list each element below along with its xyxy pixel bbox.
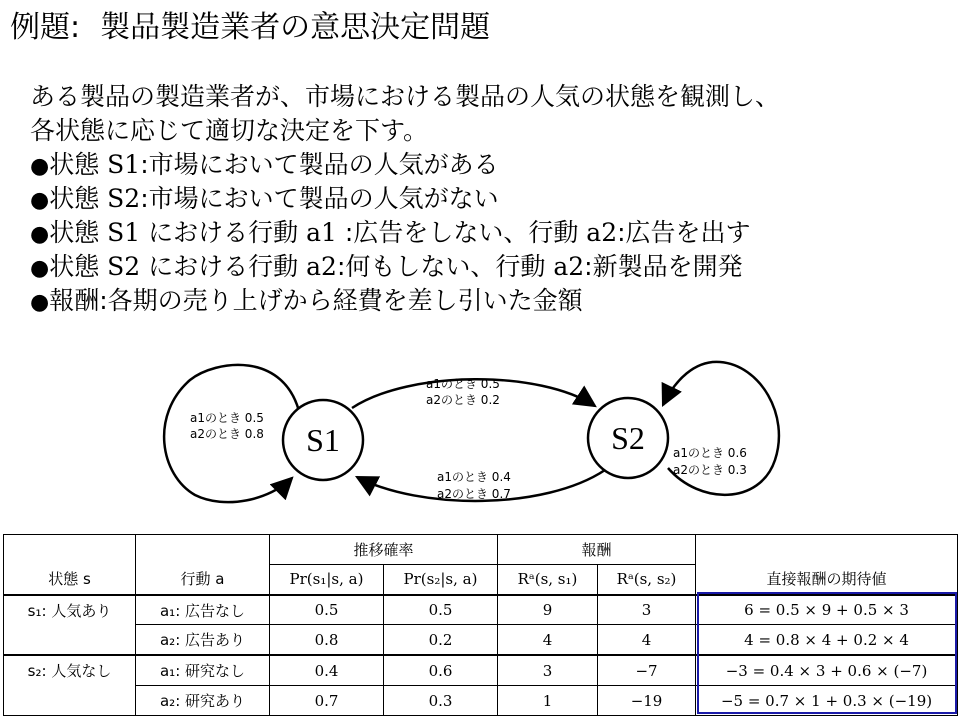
edge-label-s2-self-2: a2のとき 0.3 — [673, 463, 747, 477]
cell-r2: −19 — [598, 686, 696, 716]
header-transition: 推移確率 — [270, 535, 498, 565]
table-header-row — [4, 564, 958, 594]
edge-label-s2-self-1: a1のとき 0.6 — [673, 446, 747, 460]
bullet-dot: ● — [30, 154, 50, 179]
edge-label-s1-self-1: a1のとき 0.5 — [190, 411, 264, 425]
intro-line-2: 各状態に応じて適切な決定を下す。 — [30, 116, 429, 145]
node-s1-label: S1 — [306, 422, 340, 458]
header-action: 行動 a — [136, 564, 270, 594]
bullet-dot: ● — [30, 188, 50, 213]
edge-label-s2-s1-1: a1のとき 0.4 — [437, 470, 511, 484]
header-r1: Rᵃ(s, s₁) — [498, 564, 598, 594]
bullet-state-s2: ●状態 S2:市場において製品の人気がない — [30, 184, 499, 213]
state-transition-diagram — [0, 360, 960, 530]
header-state: 状態 s — [4, 564, 136, 594]
state-term: S2 — [107, 252, 141, 281]
action-term: a2 — [306, 252, 337, 281]
bullet-reward: ●報酬:各期の売り上げから経費を差し引いた金額 — [30, 286, 583, 315]
cell-action: a₁: 広告なし — [136, 595, 270, 625]
cell-state — [4, 686, 136, 716]
edge-label-s2-s1-2: a2のとき 0.7 — [437, 487, 511, 501]
bullet-dot: ● — [30, 290, 50, 315]
cell-p1: 0.4 — [270, 655, 384, 685]
state-term: S2 — [107, 184, 141, 213]
slide-title — [10, 8, 490, 48]
cell-r1: 4 — [498, 625, 598, 655]
table-row — [4, 595, 958, 625]
cell-p1: 0.8 — [270, 625, 384, 655]
cell-expected: 6 = 0.5 × 9 + 0.5 × 3 — [696, 595, 958, 625]
cell-r2: 4 — [598, 625, 696, 655]
cell-expected: 4 = 0.8 × 4 + 0.2 × 4 — [696, 625, 958, 655]
title-main: 製品製造業者の意思決定問題 — [100, 10, 491, 45]
header-r2: Rᵃ(s, s₂) — [598, 564, 696, 594]
bullet-dot: ● — [30, 256, 50, 281]
edge-label-s1-s2-2: a2のとき 0.2 — [426, 393, 500, 407]
cell-p1: 0.5 — [270, 595, 384, 625]
cell-p2: 0.6 — [384, 655, 498, 685]
state-term: S1 — [107, 150, 141, 179]
table-row — [4, 686, 958, 716]
bullet-actions-s2: ●状態 S2 における行動 a2:何もしない、行動 a2:新製品を開発 — [30, 252, 743, 281]
edge-label-s1-self-2: a2のとき 0.8 — [190, 427, 264, 441]
header-p2: Pr(s₂|s, a) — [384, 564, 498, 594]
action-term: a2 — [553, 252, 585, 281]
cell-r1: 9 — [498, 595, 598, 625]
bullet-state-s1: ●状態 S1:市場において製品の人気がある — [30, 150, 499, 179]
cell-action: a₁: 研究なし — [136, 655, 270, 685]
cell-p2: 0.2 — [384, 625, 498, 655]
bullet-dot: ● — [30, 222, 50, 247]
edge-label-s1-s2-1: a1のとき 0.5 — [426, 377, 500, 391]
cell-state — [4, 625, 136, 655]
cell-state: s₁: 人気あり — [4, 595, 136, 625]
action-term: a1 — [306, 218, 337, 247]
bullet-list — [30, 80, 950, 318]
cell-r2: 3 — [598, 595, 696, 625]
cell-r2: −7 — [598, 655, 696, 685]
cell-r1: 1 — [498, 686, 598, 716]
cell-action: a₂: 研究あり — [136, 686, 270, 716]
cell-state: s₂: 人気なし — [4, 655, 136, 685]
table-header-group-row — [4, 535, 958, 565]
reward-table — [3, 534, 958, 716]
table-row — [4, 625, 958, 655]
header-p1: Pr(s₁|s, a) — [270, 564, 384, 594]
cell-p2: 0.5 — [384, 595, 498, 625]
cell-expected: −3 = 0.4 × 3 + 0.6 × (−7) — [696, 655, 958, 685]
cell-p2: 0.3 — [384, 686, 498, 716]
node-s2-label: S2 — [611, 420, 645, 456]
state-term: S1 — [107, 218, 141, 247]
title-prefix: 例題: — [10, 10, 81, 45]
header-expected: 直接報酬の期待値 — [696, 564, 958, 594]
cell-action: a₂: 広告あり — [136, 625, 270, 655]
table-row — [4, 655, 958, 685]
intro-line-1: ある製品の製造業者が、市場における製品の人気の状態を観測し、 — [30, 82, 781, 111]
cell-r1: 3 — [498, 655, 598, 685]
cell-expected: −5 = 0.7 × 1 + 0.3 × (−19) — [696, 686, 958, 716]
header-reward: 報酬 — [498, 535, 696, 565]
action-term: a2 — [586, 218, 618, 247]
cell-p1: 0.7 — [270, 686, 384, 716]
bullet-actions-s1: ●状態 S1 における行動 a1 :広告をしない、行動 a2:広告を出す — [30, 218, 751, 247]
